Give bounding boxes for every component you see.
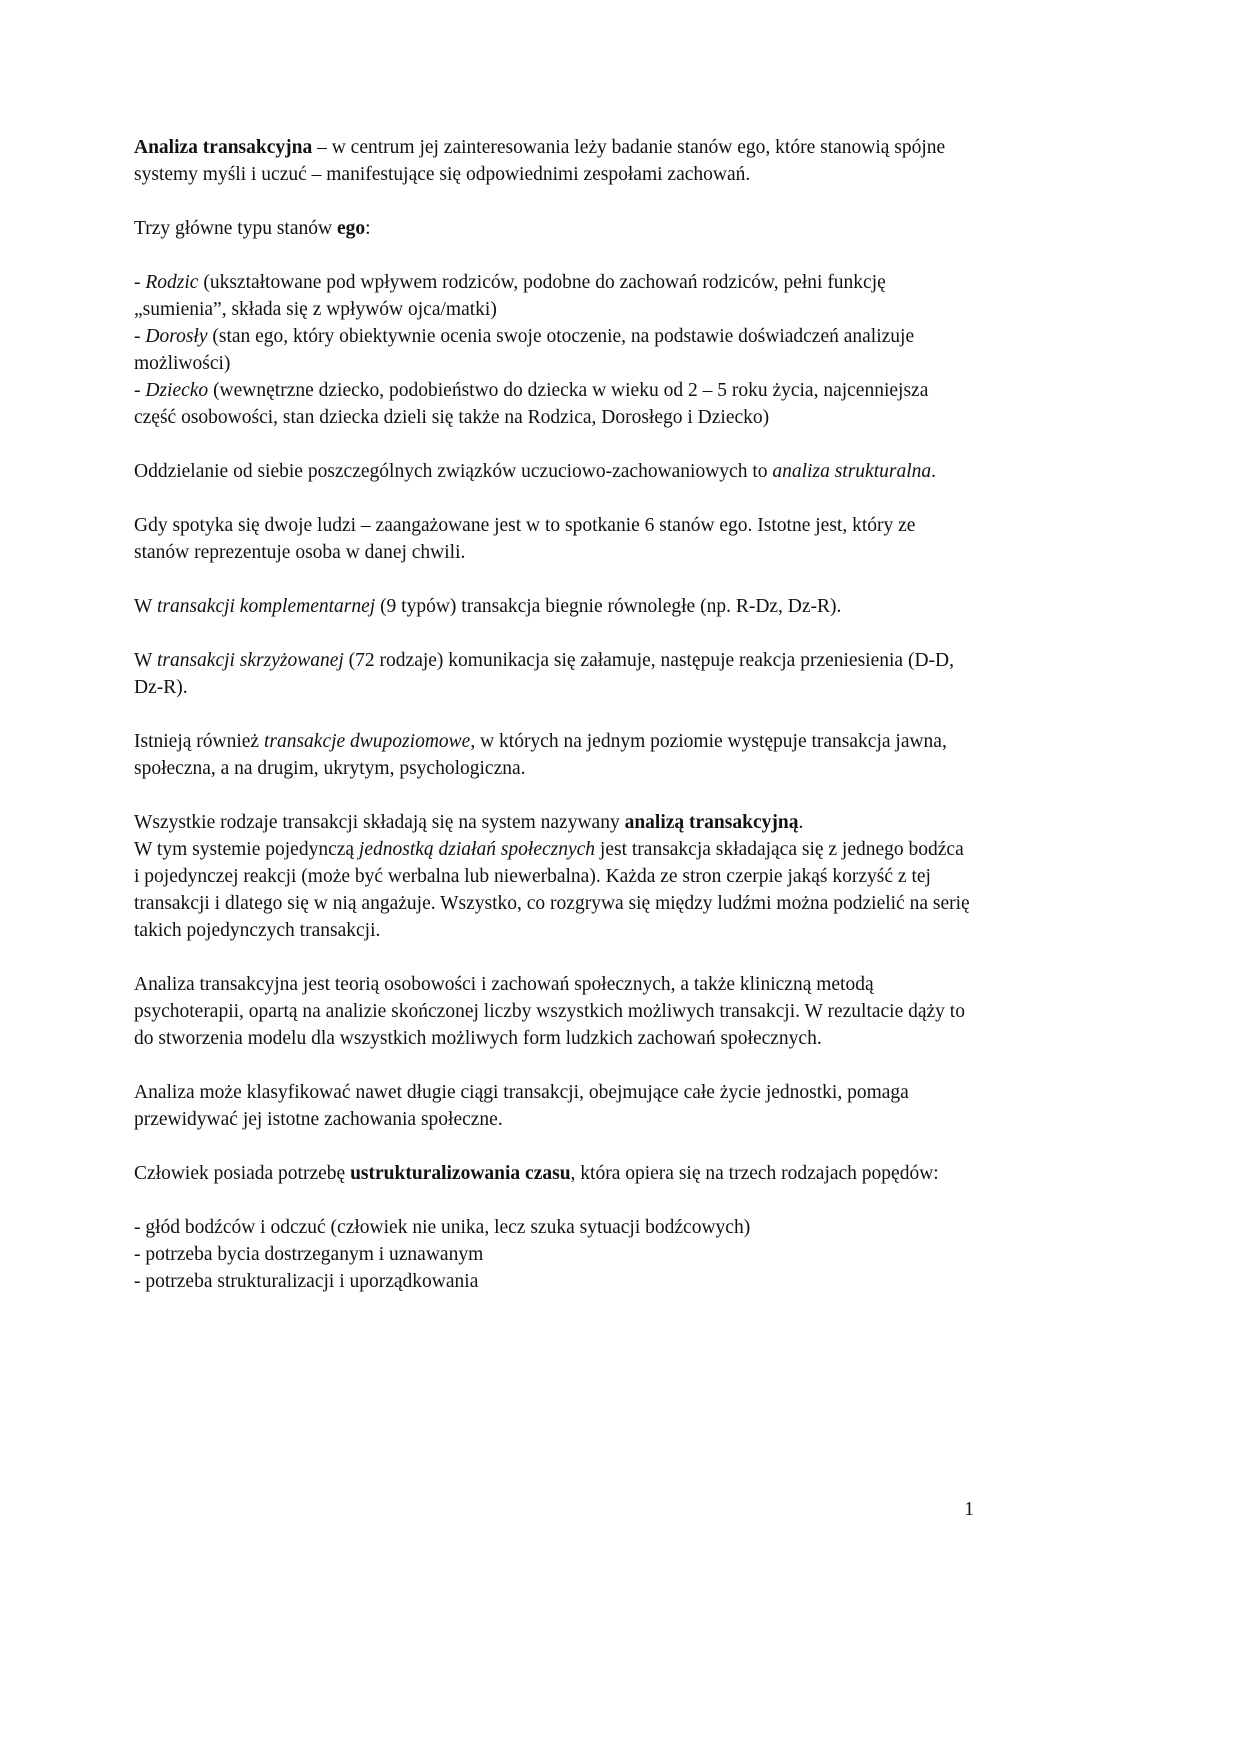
text-segment: Rodzic (145, 272, 199, 293)
text-segment: Istnieją również (134, 731, 264, 752)
paragraph-transakcje-dwupoziomowe (134, 728, 974, 782)
text-segment: (72 rodzaje) komunikacja się załamuje, następuje reakcja przeniesienia (D-D, Dz-R). (134, 650, 954, 698)
text-segment: – w centrum jej zainteresowania leży badanie stanów ego, które stanowią spójne systemy myśli i uczuć – manifestujące się odpowiednimi zespołami zachowań. (134, 137, 946, 185)
text-segment: : (365, 218, 371, 239)
text-segment: . (798, 812, 804, 833)
paragraph-intro (134, 134, 974, 188)
text-segment: (ukształtowane pod wpływem rodziców, podobne do zachowań rodziców, pełni funkcję „sumienia”, składa się z wpływów ojca/matki) (134, 272, 886, 320)
text-segment: transakcji skrzyżowanej (156, 650, 344, 671)
paragraph-spotkanie-szesciu-stanow (134, 512, 974, 566)
text-segment: - potrzeba strukturalizacji i uporządkowania (134, 1271, 479, 1292)
text-segment: Analiza może klasyfikować nawet długie ciągi transakcji, obejmujące całe życie jednostki, pomaga przewidywać jej istotne zachowania społeczne. (134, 1082, 909, 1130)
paragraph-analiza-strukturalna (134, 458, 974, 485)
text-segment: (9 typów) transakcja biegnie równoległe (np. R-Dz, Dz-R). (375, 596, 842, 617)
text-segment: - (134, 380, 146, 401)
paragraph-list-item-dziecko (134, 377, 974, 431)
paragraph-list-item-dorosly (134, 323, 974, 377)
text-segment: Oddzielanie od siebie poszczególnych związków uczuciowo-zachowaniowych to (134, 461, 773, 482)
text-segment: W (134, 650, 157, 671)
text-segment: , która opiera się na trzech rodzajach popędów: (570, 1163, 939, 1184)
text-segment: (stan ego, który obiektywnie ocenia swoje otoczenie, na podstawie doświadczeń analizuje możliwości) (134, 326, 915, 374)
text-segment: - potrzeba bycia dostrzeganym i uznawanym (134, 1244, 484, 1265)
text-segment: - (134, 272, 146, 293)
text-segment: transakcji komplementarnej (156, 596, 376, 617)
page-number: 1 (964, 1499, 974, 1520)
text-segment: Analiza transakcyjna jest teorią osobowości i zachowań społecznych, a także kliniczną metodą psychoterapii, opartą na analizie skończonej liczby wszystkich możliwych transakcji. W rezultacie dąży to do stworzenia modelu dla wszystkich możliwych form ludzkich zachowań społecznych. (134, 974, 965, 1049)
paragraph-transakcja-skrzyzowana (134, 647, 974, 701)
text-segment: - (134, 326, 146, 347)
paragraph-ego-states-heading (134, 215, 974, 242)
text-segment: W tym systemie pojedynczą (134, 839, 359, 860)
paragraph-list-item-potrzeba-bycia (134, 1241, 974, 1268)
text-segment: jest transakcja składająca się z jednego bodźca i pojedynczej reakcji (może być werbalna lub niewerbalna). Każda ze stron czerpie jakąś korzyść z tej transakcji i dlatego się w nią angażuje. Wszystko, co rozgrywa się między ludźmi można podzielić na serię takich pojedynczych transakcji. (134, 839, 970, 941)
text-segment: transakcje dwupoziomowe (263, 731, 471, 752)
text-segment: ego (336, 218, 366, 239)
text-segment: Analiza transakcyjna (134, 137, 313, 158)
text-segment: analizą transakcyjną (624, 812, 799, 833)
paragraph-klasyfikacja-ciagow (134, 1079, 974, 1133)
paragraph-ustrukturalizowanie-czasu (134, 1160, 974, 1187)
text-segment: Człowiek posiada potrzebę (134, 1163, 351, 1184)
text-segment: Dorosły (145, 326, 208, 347)
text-segment: - głód bodźców i odczuć (człowiek nie unika, lecz szuka sytuacji bodźcowych) (134, 1217, 751, 1238)
text-segment: , w których na jednym poziomie występuje transakcja jawna, społeczna, a na drugim, ukrytym, psychologiczna. (134, 731, 947, 779)
paragraph-transakcja-komplementarna (134, 593, 974, 620)
text-segment: Trzy główne typu stanów (134, 218, 337, 239)
text-segment: Gdy spotyka się dwoje ludzi – zaangażowane jest w to spotkanie 6 stanów ego. Istotne jest, który ze stanów reprezentuje osoba w danej chwili. (134, 515, 916, 563)
text-segment: W (134, 596, 157, 617)
document-content (134, 134, 974, 1322)
text-segment: ustrukturalizowania czasu (350, 1163, 571, 1184)
paragraph-list-item-potrzeba-strukturalizacji (134, 1268, 974, 1295)
text-segment: (wewnętrzne dziecko, podobieństwo do dziecka w wieku od 2 – 5 roku życia, najcenniejsza część osobowości, stan dziecka dzieli się także na Rodzica, Dorosłego i Dziecko) (134, 380, 929, 428)
paragraph-list-item-glod-bodzcow (134, 1214, 974, 1241)
paragraph-list-item-rodzic (134, 269, 974, 323)
paragraph-system-analiza-transakcyjna (134, 809, 974, 836)
text-segment: Wszystkie rodzaje transakcji składają się na system nazywany (134, 812, 625, 833)
paragraph-jednostka-dzialan-spolecznych (134, 836, 974, 944)
paragraph-teoria-osobowosci (134, 971, 974, 1052)
text-segment: jednostką działań społecznych (358, 839, 596, 860)
text-segment: analiza strukturalna (772, 461, 932, 482)
text-segment: . (931, 461, 936, 482)
text-segment: Dziecko (145, 380, 209, 401)
